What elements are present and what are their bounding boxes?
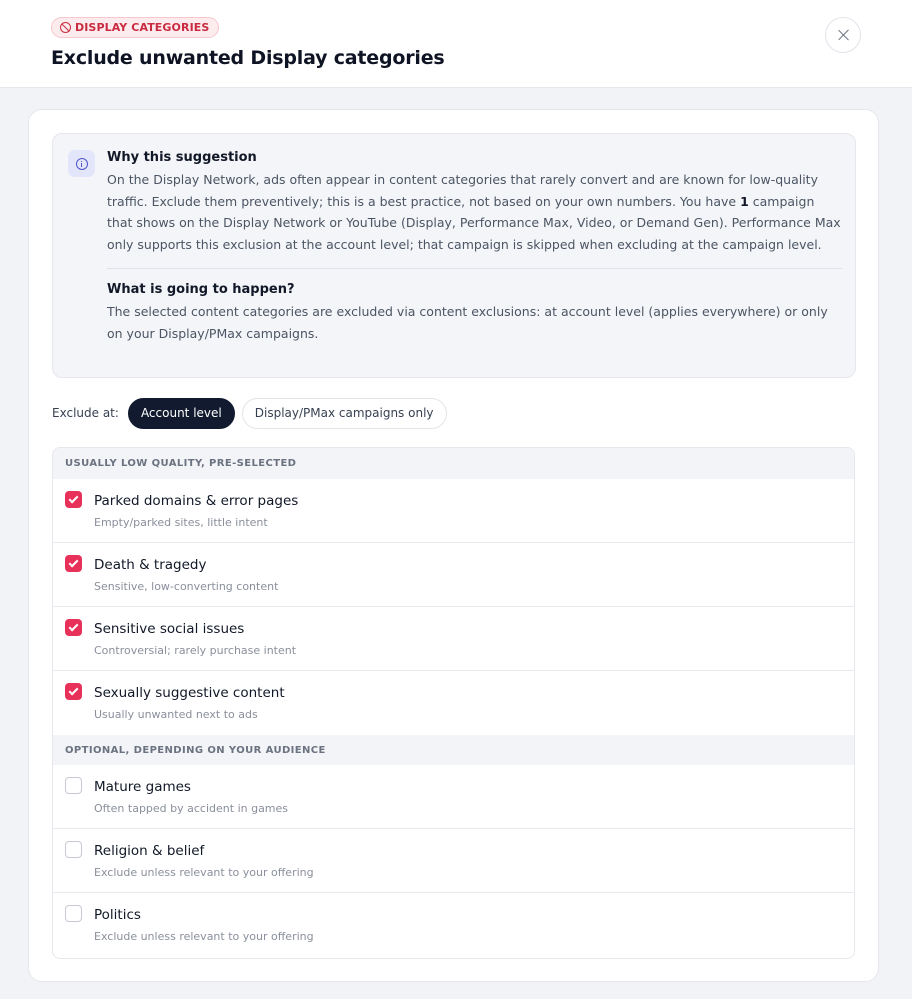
exclude-level-selector <box>52 397 454 429</box>
check-icon <box>69 621 79 631</box>
category-description: Often tapped by accident in games <box>94 802 289 815</box>
why-suggestion-heading: Why this suggestion <box>107 150 257 165</box>
block-icon <box>60 22 71 33</box>
info-icon <box>76 158 88 170</box>
check-icon <box>69 493 79 503</box>
category-title: Death & tragedy <box>94 557 207 573</box>
category-description: Sensitive, low-converting content <box>94 580 279 593</box>
close-button[interactable] <box>825 17 861 53</box>
close-icon <box>837 29 849 41</box>
exclude-at-label: Exclude at: <box>52 406 119 420</box>
section-header-optional: OPTIONAL, DEPENDING ON YOUR AUDIENCE <box>53 735 854 765</box>
category-item-parked-domains[interactable] <box>53 479 854 543</box>
category-description: Empty/parked sites, little intent <box>94 516 268 529</box>
account-level-button[interactable]: Account level <box>128 398 235 429</box>
what-happens-heading: What is going to happen? <box>107 282 295 298</box>
category-description: Exclude unless relevant to your offering <box>94 866 314 879</box>
info-text <box>107 148 842 345</box>
category-title: Religion & belief <box>94 843 205 859</box>
checkbox[interactable] <box>65 555 82 572</box>
suggestion-info-box <box>52 133 856 378</box>
checkbox[interactable] <box>65 841 82 858</box>
modal-header <box>0 0 912 88</box>
category-title: Parked domains & error pages <box>94 493 299 509</box>
checkbox[interactable] <box>65 777 82 794</box>
category-item-politics[interactable] <box>53 893 854 957</box>
category-item-religion-belief[interactable] <box>53 829 854 893</box>
campaign-count: 1 <box>740 193 749 209</box>
category-title: Sensitive social issues <box>94 621 245 637</box>
category-title: Sexually suggestive content <box>94 685 285 701</box>
checkbox[interactable] <box>65 683 82 700</box>
category-description: Exclude unless relevant to your offering <box>94 930 314 943</box>
checkbox[interactable] <box>65 619 82 636</box>
what-happens-text: The selected content categories are excluded via content exclusions: at account level (applies everywhere) or only on your Display/PMax campaigns. <box>107 304 828 341</box>
category-item-death-tragedy[interactable] <box>53 543 854 607</box>
category-title: Politics <box>94 907 141 923</box>
check-icon <box>69 685 79 695</box>
checkbox[interactable] <box>65 905 82 922</box>
category-description: Controversial; rarely purchase intent <box>94 644 297 657</box>
info-icon-container <box>68 150 95 177</box>
display-pmax-campaigns-button[interactable]: Display/PMax campaigns only <box>242 398 447 429</box>
category-title: Mature games <box>94 779 191 795</box>
badge-label: DISPLAY CATEGORIES <box>75 21 210 34</box>
info-divider <box>107 268 842 269</box>
category-item-mature-games[interactable] <box>53 765 854 829</box>
why-text-part: campaign that shows on the Display Network or YouTube (Display, Performance Max, Video, or Demand Gen). Performance Max only supports this exclusion at the account level; that campaign is skipped when excluding at the campaign level. <box>107 193 841 252</box>
check-icon <box>69 557 79 567</box>
checkbox[interactable] <box>65 491 82 508</box>
section-header-preselected: USUALLY LOW QUALITY, PRE-SELECTED <box>53 448 854 479</box>
page-title: Exclude unwanted Display categories <box>51 47 445 69</box>
category-list <box>52 447 855 959</box>
category-item-sensitive-social-issues[interactable] <box>53 607 854 671</box>
why-text-part: On the Display Network, ads often appear in content categories that rarely convert and are known for low-quality traffic. Exclude them preventively; this is a best practice, not based on your own numbers. You have <box>107 172 818 209</box>
content-card <box>28 109 879 982</box>
category-item-sexually-suggestive[interactable] <box>53 671 854 735</box>
why-suggestion-text <box>107 169 842 255</box>
category-badge <box>51 17 219 38</box>
category-description: Usually unwanted next to ads <box>94 708 258 721</box>
